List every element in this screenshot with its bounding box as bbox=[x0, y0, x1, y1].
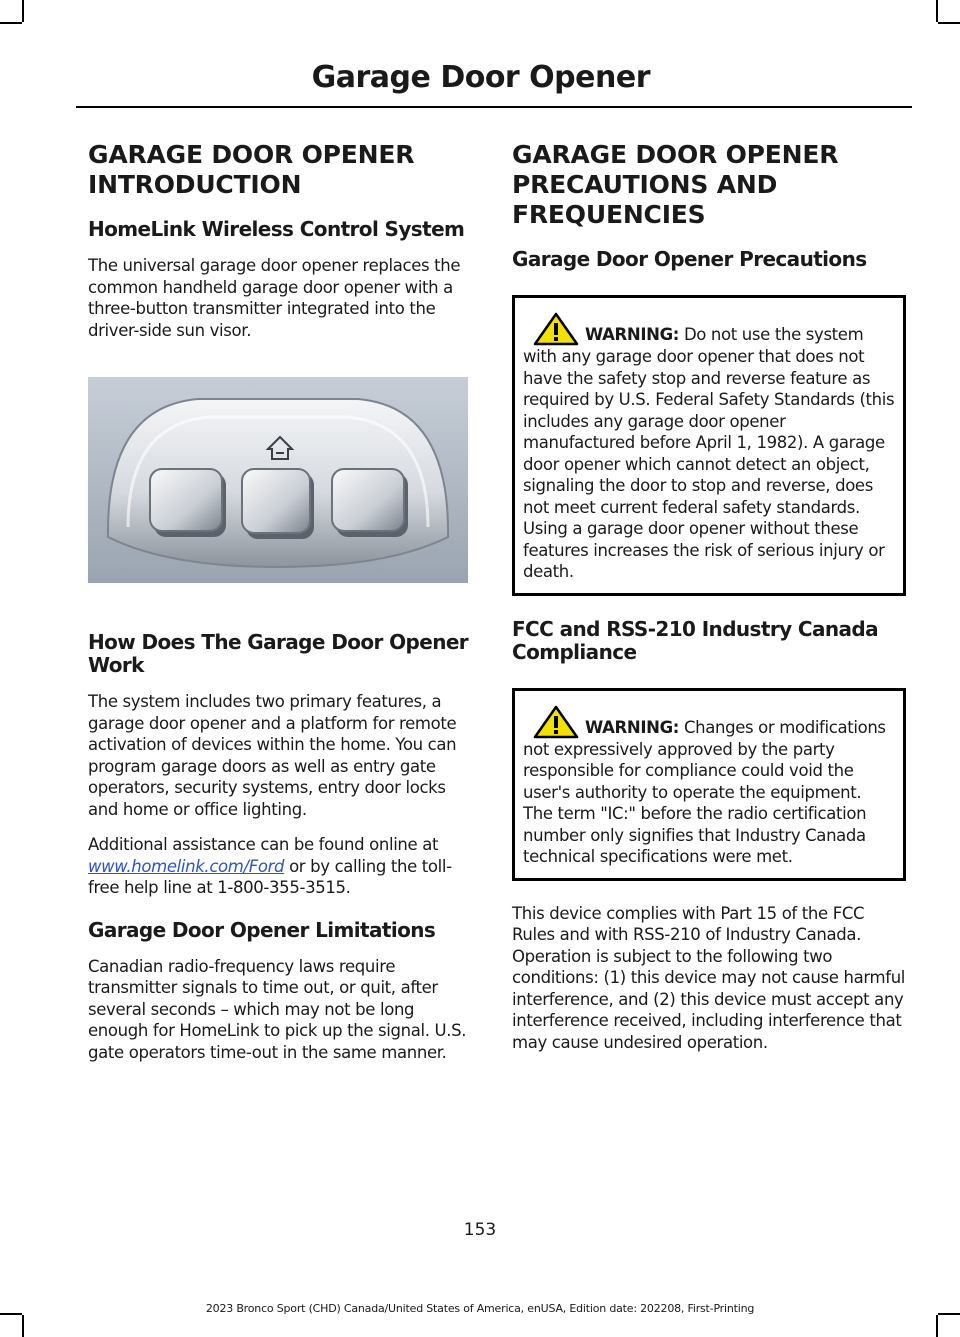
warning-triangle-icon bbox=[533, 705, 579, 739]
homelink-button-3-icon bbox=[332, 469, 408, 537]
crop-mark bbox=[938, 22, 960, 24]
homelink-button-2-icon bbox=[242, 469, 314, 539]
warning-box-safety bbox=[512, 295, 906, 596]
intro-heading: GARAGE DOOR OPENER INTRODUCTION bbox=[88, 140, 415, 199]
limitations-heading: Garage Door Opener Limitations bbox=[88, 917, 436, 942]
page-footer: 2023 Bronco Sport (CHD) Canada/United States of America, enUSA, Edition date: 202208, First-Printing bbox=[205, 1302, 755, 1315]
warning-label: WARNING: bbox=[585, 325, 680, 344]
how-it-works-paragraph: The system includes two primary features, a garage door opener and a platform for remote activation of devices within the home. You can program garage doors as well as entry gate operators, security systems, entry door locks and home or office lighting. bbox=[88, 692, 457, 819]
warning-label: WARNING: bbox=[585, 717, 680, 737]
crop-mark bbox=[0, 22, 22, 24]
right-column bbox=[512, 140, 906, 1067]
homelink-website-link[interactable]: www.homelink.com/Ford bbox=[88, 856, 285, 876]
left-column bbox=[88, 140, 476, 1077]
warning-text: Changes or modifications not expressively approved by the party responsible for compliance could void the user's authority to operate the equipment. The term "IC:" before the radio certification number only signifies that Industry Canada technical specifications were met. bbox=[523, 717, 886, 866]
homelink-paragraph: The universal garage door opener replaces the common handheld garage door opener with a three-button transmitter integrated into the driver-side sun visor. bbox=[88, 256, 461, 340]
fcc-heading: FCC and RSS-210 Industry Canada Compliance bbox=[512, 616, 878, 664]
crop-mark bbox=[22, 0, 24, 22]
homelink-heading: HomeLink Wireless Control System bbox=[88, 217, 465, 241]
fcc-compliance-paragraph: This device complies with Part 15 of the FCC Rules and with RSS-210 of Industry Canada. Operation is subject to the following two conditions: (1) this device may not cause harmful interference, and (2) this device must accept any interference received, including interference that may cause undesired operation. bbox=[512, 903, 906, 1052]
precautions-heading: GARAGE DOOR OPENER PRECAUTIONS AND FREQUENCIES bbox=[512, 140, 839, 229]
crop-mark bbox=[936, 0, 938, 22]
homelink-buttons-illustration bbox=[88, 377, 468, 583]
warning-triangle-icon bbox=[533, 312, 579, 346]
how-it-works-heading: How Does The Garage Door Opener Work bbox=[88, 630, 469, 677]
assistance-paragraph: Additional assistance can be found online at www.homelink.com/Ford or by calling the toll-free help line at 1-800-355-3515. bbox=[88, 835, 452, 897]
precautions-subheading: Garage Door Opener Precautions bbox=[512, 247, 867, 271]
warning-box-fcc bbox=[512, 688, 906, 881]
page-header-title: Garage Door Opener bbox=[311, 60, 650, 95]
crop-mark bbox=[936, 1315, 938, 1337]
header-divider bbox=[76, 106, 912, 108]
crop-mark bbox=[22, 1315, 24, 1337]
limitations-paragraph: Canadian radio-frequency laws require transmitter signals to time out, or quit, after several seconds – which may not be long enough for HomeLink to pick up the signal. U.S. gate operators time-out in the same manner. bbox=[88, 956, 467, 1062]
warning-text: Do not use the system with any garage door opener that does not have the safety stop and reverse feature as required by U.S. Federal Safety Standards (this includes any garage door opener manufactured before April 1, 1982). A garage door opener which cannot detect an object, signaling the door to stop and reverse, does not meet current federal safety standards. Using a garage door opener without these features increases the risk of serious injury or death. bbox=[523, 325, 895, 581]
homelink-button-1-icon bbox=[150, 469, 226, 537]
homelink-buttons-image bbox=[88, 377, 468, 583]
page-number: 153 bbox=[463, 1220, 497, 1240]
